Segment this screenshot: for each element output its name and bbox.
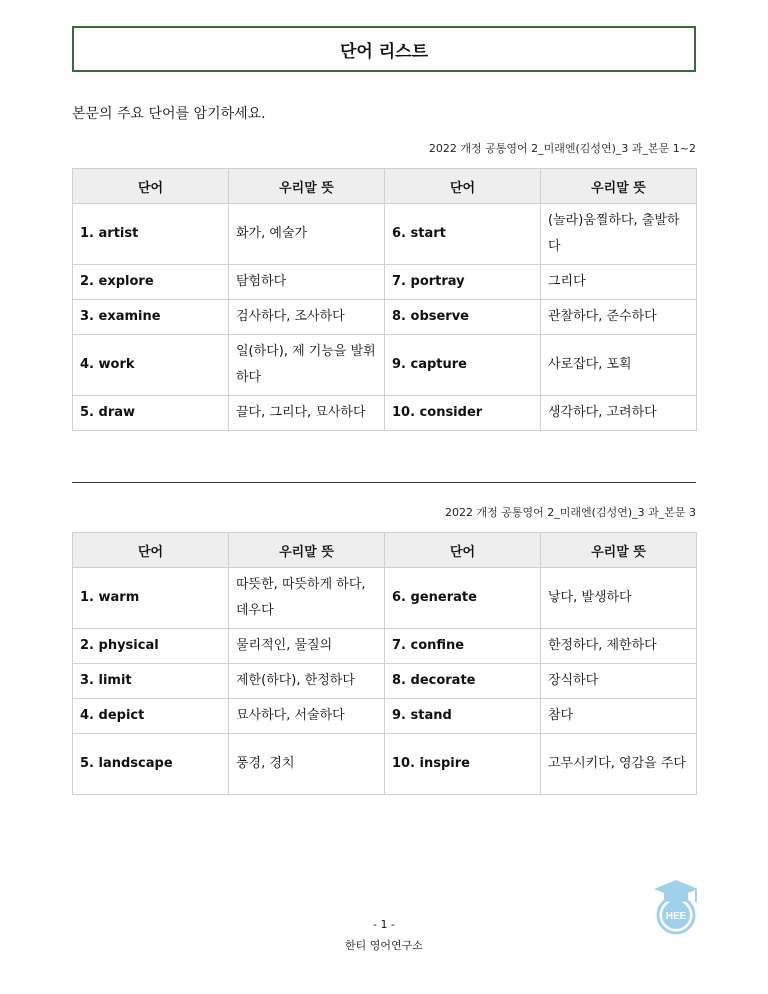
vocab-table-1 bbox=[72, 168, 697, 431]
page-title: 단어 리스트 bbox=[72, 26, 696, 72]
word-cell: 7. confine bbox=[385, 629, 541, 664]
word-cell: 8. decorate bbox=[385, 664, 541, 699]
word-cell: 7. portray bbox=[385, 265, 541, 300]
section1-source: 2022 개정 공통영어 2_미래엔(김성연)_3 과_본문 1~2 bbox=[428, 142, 696, 155]
meaning-cell: 탐험하다 bbox=[229, 265, 385, 300]
meaning-cell: 생각하다, 고려하다 bbox=[541, 396, 697, 431]
header-meaning: 우리말 뜻 bbox=[541, 533, 697, 568]
table-header-row bbox=[73, 169, 697, 204]
meaning-cell: 장식하다 bbox=[541, 664, 697, 699]
word-cell: 5. landscape bbox=[73, 734, 229, 795]
table-row bbox=[73, 734, 697, 795]
table-row bbox=[73, 568, 697, 629]
header-meaning: 우리말 뜻 bbox=[229, 533, 385, 568]
word-cell: 2. physical bbox=[73, 629, 229, 664]
word-cell: 3. examine bbox=[73, 300, 229, 335]
footer-text: 한티 영어연구소 bbox=[345, 939, 423, 952]
meaning-cell: 묘사하다, 서술하다 bbox=[229, 699, 385, 734]
table-header-row bbox=[73, 533, 697, 568]
table-row bbox=[73, 335, 697, 396]
meaning-cell: 따뜻한, 따뜻하게 하다, 데우다 bbox=[229, 568, 385, 629]
page-number: - 1 - bbox=[373, 918, 395, 931]
meaning-cell: 고무시키다, 영감을 주다 bbox=[541, 734, 697, 795]
section-divider bbox=[72, 482, 696, 483]
word-cell: 4. work bbox=[73, 335, 229, 396]
meaning-cell: 일(하다), 제 기능을 발휘하다 bbox=[229, 335, 385, 396]
table-row bbox=[73, 629, 697, 664]
meaning-cell: 물리적인, 물질의 bbox=[229, 629, 385, 664]
meaning-cell: (놀라)움찔하다, 출발하다 bbox=[541, 204, 697, 265]
table-row bbox=[73, 664, 697, 699]
meaning-cell: 관찰하다, 준수하다 bbox=[541, 300, 697, 335]
meaning-cell: 그리다 bbox=[541, 265, 697, 300]
table-row bbox=[73, 265, 697, 300]
meaning-cell: 검사하다, 조사하다 bbox=[229, 300, 385, 335]
word-cell: 9. stand bbox=[385, 699, 541, 734]
instruction-text: 본문의 주요 단어를 암기하세요. bbox=[72, 106, 266, 122]
header-word: 단어 bbox=[385, 533, 541, 568]
header-word: 단어 bbox=[385, 169, 541, 204]
header-meaning: 우리말 뜻 bbox=[541, 169, 697, 204]
table-row bbox=[73, 396, 697, 431]
meaning-cell: 낳다, 발생하다 bbox=[541, 568, 697, 629]
header-word: 단어 bbox=[73, 533, 229, 568]
header-meaning: 우리말 뜻 bbox=[229, 169, 385, 204]
meaning-cell: 끌다, 그리다, 묘사하다 bbox=[229, 396, 385, 431]
meaning-cell: 한정하다, 제한하다 bbox=[541, 629, 697, 664]
word-cell: 1. warm bbox=[73, 568, 229, 629]
word-cell: 10. consider bbox=[385, 396, 541, 431]
meaning-cell: 사로잡다, 포획 bbox=[541, 335, 697, 396]
word-cell: 3. limit bbox=[73, 664, 229, 699]
vocab-table-2 bbox=[72, 532, 697, 795]
meaning-cell: 참다 bbox=[541, 699, 697, 734]
word-cell: 1. artist bbox=[73, 204, 229, 265]
word-cell: 2. explore bbox=[73, 265, 229, 300]
word-cell: 4. depict bbox=[73, 699, 229, 734]
word-cell: 8. observe bbox=[385, 300, 541, 335]
meaning-cell: 제한(하다), 한정하다 bbox=[229, 664, 385, 699]
logo-text: HEE bbox=[665, 911, 687, 922]
word-cell: 10. inspire bbox=[385, 734, 541, 795]
table-row bbox=[73, 300, 697, 335]
meaning-cell: 풍경, 경치 bbox=[229, 734, 385, 795]
table-row bbox=[73, 204, 697, 265]
section2-source: 2022 개정 공통영어 2_미래엔(김성연)_3 과_본문 3 bbox=[445, 506, 696, 519]
word-cell: 9. capture bbox=[385, 335, 541, 396]
header-word: 단어 bbox=[73, 169, 229, 204]
table-row bbox=[73, 699, 697, 734]
word-cell: 5. draw bbox=[73, 396, 229, 431]
meaning-cell: 화가, 예술가 bbox=[229, 204, 385, 265]
word-cell: 6. start bbox=[385, 204, 541, 265]
word-cell: 6. generate bbox=[385, 568, 541, 629]
